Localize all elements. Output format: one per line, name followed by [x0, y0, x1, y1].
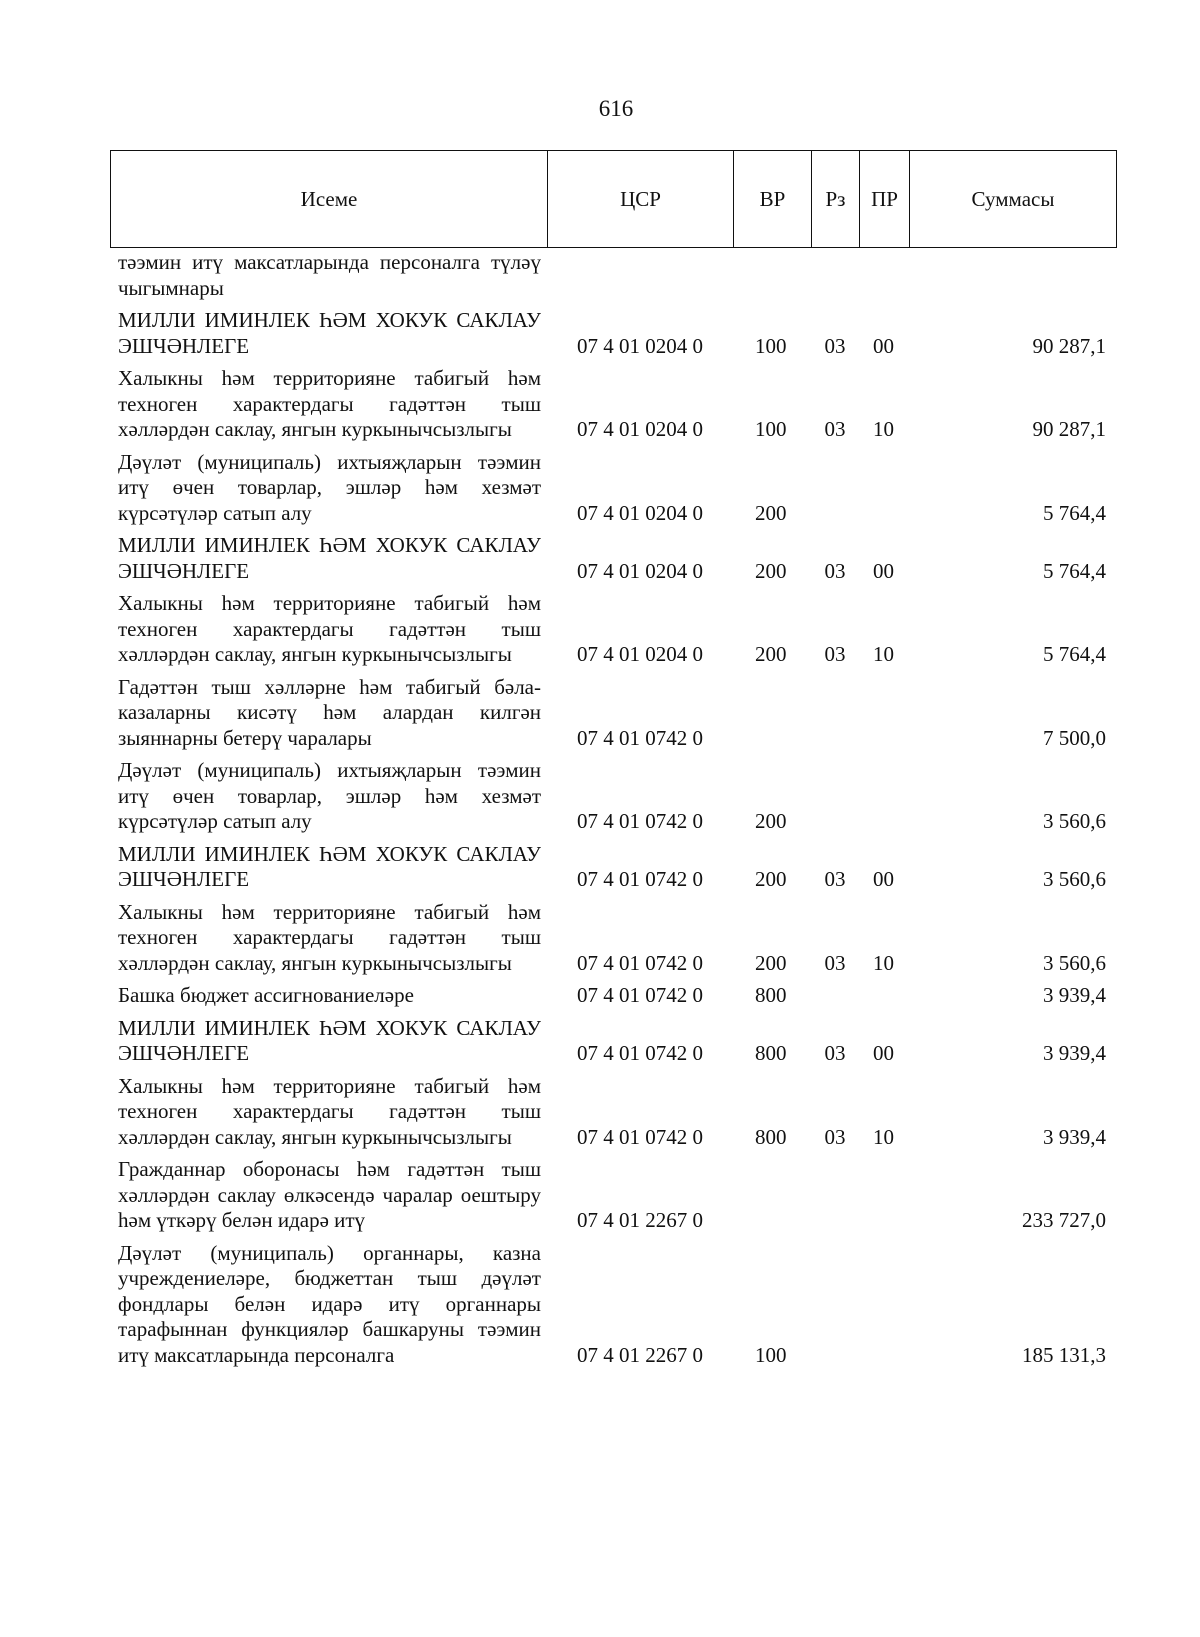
cell-sum: 90 287,1 — [1032, 333, 1106, 358]
cell-sum: 5 764,4 — [1043, 558, 1106, 583]
cell-rz — [811, 675, 859, 759]
cell-vr: 200 — [755, 500, 787, 525]
cell-name: Дәүләт (муниципаль) ихтыяҗларын тәэмин итү өчен товарлар, эшләр һәм хезмәт күрсәтүләр сатып алу — [118, 449, 541, 525]
column-header-sum: Суммасы — [910, 151, 1117, 248]
cell-name: Башка бюджет ассигнованиеләре — [118, 983, 414, 1007]
cell-name: Халыкны һәм территорияне табигый һәм техноген характердагы гадәттән тыш хәлләрдән саклау, янгын куркынычсызлыгы — [118, 899, 541, 975]
cell-csr: 07 4 01 0742 0 — [577, 983, 703, 1007]
cell-sum: 5 764,4 — [1043, 500, 1106, 525]
cell-vr — [733, 250, 811, 308]
cell-name: МИЛЛИ ИМИНЛЕК ҺӘМ ХОКУК САКЛАУ ЭШЧӘНЛЕГЕ — [118, 841, 541, 891]
column-header-rz: Рз — [812, 151, 860, 248]
cell-rz: 03 — [824, 642, 846, 666]
cell-rz — [811, 758, 859, 842]
cell-name: Дәүләт (муниципаль) органнары, казна учреждениеләре, бюджеттан тыш дәүләт фондлары белән идарә итү органнары тарафыннан функцияләр башкаруны тәэмин итү максатларында персоналга — [118, 1240, 541, 1367]
cell-pr: 10 — [873, 642, 894, 666]
cell-vr: 200 — [755, 867, 787, 891]
cell-rz: 03 — [824, 558, 846, 583]
cell-rz: 03 — [824, 333, 846, 358]
cell-rz — [811, 983, 859, 1016]
cell-vr: 200 — [755, 642, 787, 666]
table-row — [110, 591, 1116, 675]
table-row — [110, 1016, 1116, 1074]
cell-pr: 10 — [873, 1124, 894, 1149]
column-header-csr: ЦСР — [548, 151, 734, 248]
cell-rz: 03 — [824, 867, 846, 891]
cell-csr: 07 4 01 0742 0 — [577, 1124, 703, 1149]
cell-csr: 07 4 01 2267 0 — [577, 1342, 703, 1367]
page-number: 616 — [598, 96, 634, 121]
cell-csr: 07 4 01 0742 0 — [577, 867, 703, 891]
table-row — [110, 1074, 1116, 1158]
table-row — [110, 900, 1116, 984]
cell-name: МИЛЛИ ИМИНЛЕК ҺӘМ ХОКУК САКЛАУ ЭШЧӘНЛЕГЕ — [118, 308, 541, 358]
cell-sum: 3 939,4 — [1043, 1041, 1106, 1065]
cell-sum: 3 939,4 — [1043, 983, 1106, 1007]
cell-csr: 07 4 01 0742 0 — [577, 809, 703, 833]
cell-vr: 800 — [755, 1124, 787, 1149]
cell-pr: 00 — [873, 1041, 894, 1065]
cell-pr: 00 — [873, 867, 894, 891]
cell-sum: 185 131,3 — [1022, 1342, 1106, 1367]
table-row — [110, 533, 1116, 591]
cell-sum: 233 727,0 — [1022, 1208, 1106, 1232]
cell-pr — [859, 1157, 909, 1241]
cell-name: Халыкны һәм территорияне табигый һәм техноген характердагы гадәттән тыш хәлләрдән саклау, янгын куркынычсызлыгы — [118, 591, 541, 666]
cell-vr — [733, 675, 811, 759]
cell-rz: 03 — [824, 950, 846, 975]
cell-pr — [859, 250, 909, 308]
cell-sum: 7 500,0 — [1043, 725, 1106, 750]
column-header-pr: ПР — [860, 151, 910, 248]
cell-vr: 100 — [755, 333, 787, 358]
cell-name: тәэмин итү максатларында персоналга түләү чыгымнары — [118, 250, 541, 300]
table-body — [110, 250, 1116, 1375]
cell-pr: 10 — [873, 417, 894, 441]
cell-rz — [811, 450, 859, 534]
cell-name: Халыкны һәм территорияне табигый һәм техноген характердагы гадәттән тыш хәлләрдән саклау, янгын куркынычсызлыгы — [118, 366, 541, 441]
column-header-vr: ВР — [734, 151, 812, 248]
cell-vr: 200 — [755, 950, 787, 975]
cell-pr — [859, 983, 909, 1016]
cell-name: Дәүләт (муниципаль) ихтыяҗларын тәэмин итү өчен товарлар, эшләр һәм хезмәт күрсәтүләр сатып алу — [118, 758, 541, 833]
cell-vr: 800 — [755, 983, 787, 1007]
cell-csr: 07 4 01 0204 0 — [577, 558, 703, 583]
cell-sum — [909, 250, 1116, 308]
cell-rz: 03 — [824, 417, 846, 441]
cell-pr — [859, 1241, 909, 1376]
table-row — [110, 983, 1116, 1016]
table-row — [110, 250, 1116, 308]
cell-csr — [547, 250, 733, 308]
cell-vr: 200 — [755, 558, 787, 583]
cell-name: Гражданнар оборонасы һәм гадәттән тыш хәлләрдән саклау өлкәсендә чаралар оештыру һәм үткәрү белән идарә итү — [118, 1157, 541, 1232]
cell-rz — [811, 1241, 859, 1376]
cell-name: МИЛЛИ ИМИНЛЕК ҺӘМ ХОКУК САКЛАУ ЭШЧӘНЛЕГЕ — [118, 1015, 541, 1065]
cell-vr — [733, 1157, 811, 1241]
cell-rz: 03 — [824, 1124, 846, 1149]
cell-pr: 00 — [873, 558, 894, 583]
cell-rz — [811, 250, 859, 308]
cell-pr — [859, 675, 909, 759]
cell-vr: 200 — [755, 809, 787, 833]
table-row — [110, 366, 1116, 450]
table-row — [110, 842, 1116, 900]
cell-rz — [811, 1157, 859, 1241]
column-header-name: Исеме — [111, 151, 548, 248]
cell-name: Халыкны һәм территорияне табигый һәм техноген характердагы гадәттән тыш хәлләрдән саклау, янгын куркынычсызлыгы — [118, 1073, 541, 1149]
budget-table — [110, 250, 1116, 1375]
cell-csr: 07 4 01 0204 0 — [577, 500, 703, 525]
cell-vr: 800 — [755, 1041, 787, 1065]
cell-csr: 07 4 01 0742 0 — [577, 725, 703, 750]
table-row — [110, 675, 1116, 759]
cell-csr: 07 4 01 0742 0 — [577, 1041, 703, 1065]
cell-csr: 07 4 01 2267 0 — [577, 1208, 703, 1232]
cell-vr: 100 — [755, 1342, 787, 1367]
cell-pr: 10 — [873, 950, 894, 975]
cell-pr: 00 — [873, 333, 894, 358]
table-row — [110, 758, 1116, 842]
cell-sum: 3 560,6 — [1043, 867, 1106, 891]
cell-csr: 07 4 01 0742 0 — [577, 950, 703, 975]
cell-sum: 3 560,6 — [1043, 950, 1106, 975]
cell-pr — [859, 450, 909, 534]
cell-name: МИЛЛИ ИМИНЛЕК ҺӘМ ХОКУК САКЛАУ ЭШЧӘНЛЕГЕ — [118, 533, 541, 583]
cell-pr — [859, 758, 909, 842]
table-row — [110, 450, 1116, 534]
cell-name: Гадәттән тыш хәлләрне һәм табигый бәла-казаларны кисәтү һәм алардан килгән зыяннарны бетерү чаралары — [118, 674, 541, 750]
table-row — [110, 1241, 1116, 1376]
cell-sum: 90 287,1 — [1032, 417, 1106, 441]
cell-sum: 5 764,4 — [1043, 642, 1106, 666]
cell-rz: 03 — [824, 1041, 846, 1065]
cell-sum: 3 939,4 — [1043, 1124, 1106, 1149]
table-row — [110, 1157, 1116, 1241]
cell-csr: 07 4 01 0204 0 — [577, 333, 703, 358]
cell-sum: 3 560,6 — [1043, 809, 1106, 833]
table-header — [110, 150, 1117, 248]
cell-csr: 07 4 01 0204 0 — [577, 417, 703, 441]
table-row — [110, 308, 1116, 366]
cell-vr: 100 — [755, 417, 787, 441]
cell-csr: 07 4 01 0204 0 — [577, 642, 703, 666]
